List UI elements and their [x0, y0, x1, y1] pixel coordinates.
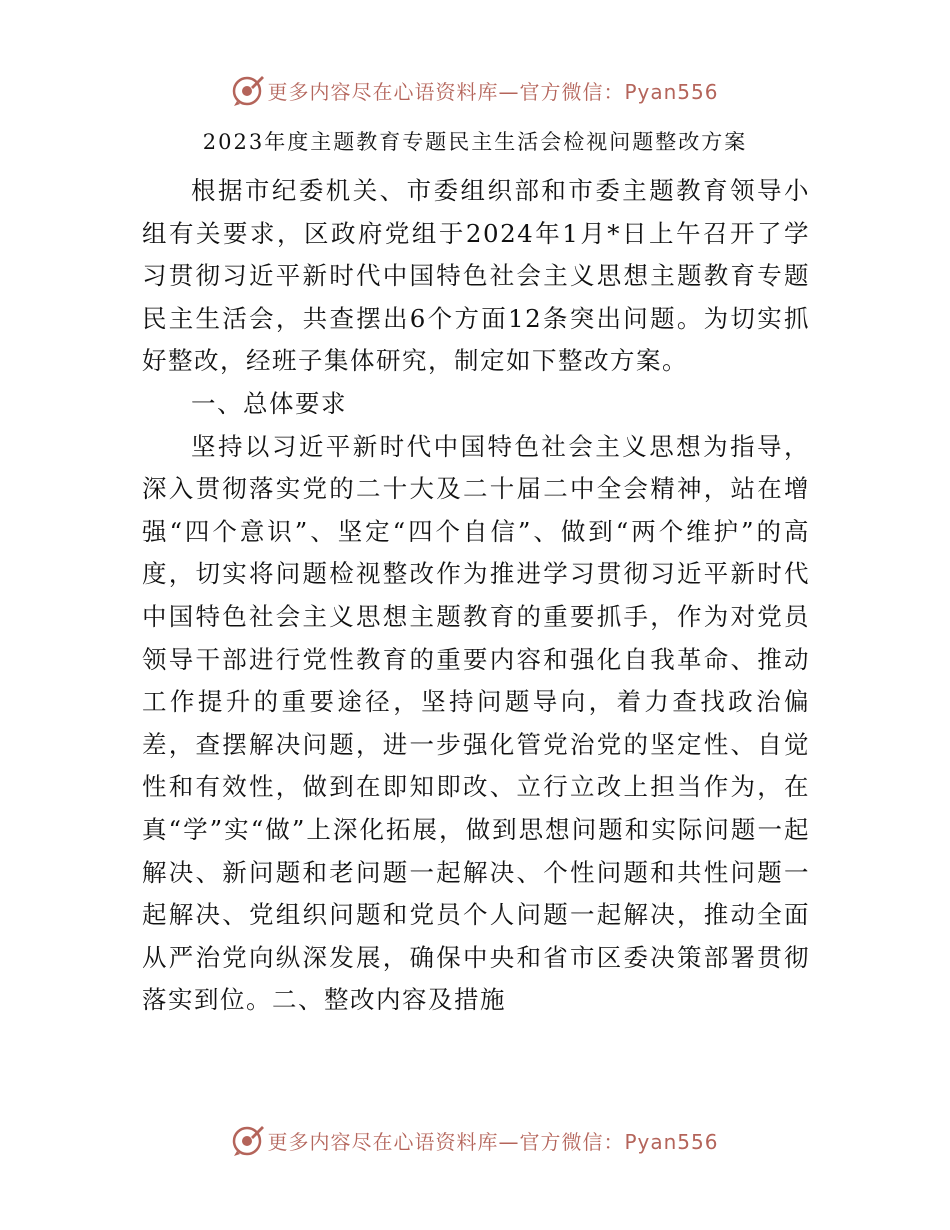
document-title: 2023年度主题教育专题民主生活会检视问题整改方案	[202, 130, 748, 154]
watermark-text: 更多内容尽在心语资料库—官方微信：Pyan556	[267, 1129, 719, 1154]
watermark-banner-top	[0, 70, 950, 110]
document-body	[142, 170, 810, 1022]
pen-seal-logo-icon	[231, 1123, 265, 1157]
paragraph-intro: 根据市纪委机关、市委组织部和市委主题教育领导小组有关要求，区政府党组于2024年1月*日上午召开了学习贯彻习近平新时代中国特色社会主义思想主题教育专题民主生活会，共查摆出6个方面12条突出问题。为切实抓好整改，经班子集体研究，制定如下整改方案。	[142, 176, 810, 376]
section-heading-general-requirements: 一、总体要求	[191, 388, 347, 418]
pen-seal-logo-icon	[231, 73, 265, 107]
paragraph-general-requirements: 坚持以习近平新时代中国特色社会主义思想为指导，深入贯彻落实党的二十大及二十届二中全会精神，站在增强“四个意识”、坚定“四个自信”、做到“两个维护”的高度，切实将问题检视整改作为推进学习贯彻习近平新时代中国特色社会主义思想主题教育的重要抓手，作为对党员领导干部进行党性教育的重要内容和强化自我革命、推动工作提升的重要途径，坚持问题导向，着力查找政治偏差，查摆解决问题，进一步强化管党治党的坚定性、自觉性和有效性，做到在即知即改、立行立改上担当作为，在真“学”实“做”上深化拓展，做到思想问题和实际问题一起解决、新问题和老问题一起解决、个性问题和共性问题一起解决、党组织问题和党员个人问题一起解决，推动全面从严治党向纵深发展，确保中央和省市区委决策部署贯彻落实到位。二、整改内容及措施	[142, 431, 810, 1015]
watermark-banner-bottom	[0, 1120, 950, 1160]
watermark-text: 更多内容尽在心语资料库—官方微信：Pyan556	[267, 79, 719, 104]
